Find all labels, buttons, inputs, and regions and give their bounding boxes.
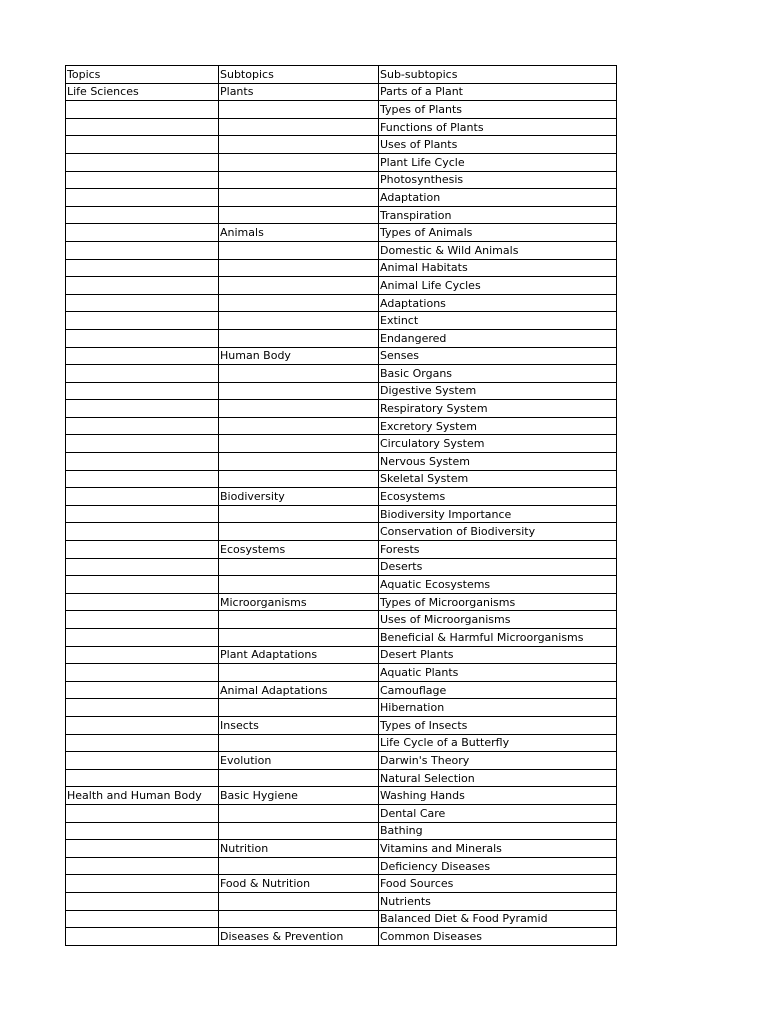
sub-subtopic-cell: Food Sources [379,875,617,893]
subtopic-cell [219,400,379,418]
header-sub-subtopics: Sub-subtopics [379,66,617,84]
sub-subtopic-cell: Types of Animals [379,224,617,242]
sub-subtopic-cell: Uses of Microorganisms [379,611,617,629]
topic-cell [66,769,219,787]
subtopic-cell [219,312,379,330]
subtopic-cell [219,804,379,822]
subtopic-cell [219,453,379,471]
subtopic-cell: Plants [219,83,379,101]
sub-subtopic-cell: Darwin's Theory [379,752,617,770]
sub-subtopic-cell: Skeletal System [379,470,617,488]
table-row [66,294,617,312]
subtopic-cell: Animals [219,224,379,242]
topic-cell [66,752,219,770]
header-row [66,66,617,84]
subtopic-cell [219,576,379,594]
table-row [66,277,617,295]
table-row [66,734,617,752]
sub-subtopic-cell: Respiratory System [379,400,617,418]
topic-cell [66,699,219,717]
topic-cell [66,488,219,506]
subtopic-cell: Evolution [219,752,379,770]
table-row [66,928,617,946]
subtopic-cell [219,769,379,787]
table-row [66,558,617,576]
subtopic-cell: Insects [219,716,379,734]
table-row [66,611,617,629]
topic-cell [66,189,219,207]
topic-cell [66,453,219,471]
table-row [66,822,617,840]
topic-cell [66,910,219,928]
sub-subtopic-cell: Excretory System [379,417,617,435]
sub-subtopic-cell: Plant Life Cycle [379,153,617,171]
header-topics: Topics [66,66,219,84]
subtopic-cell [219,153,379,171]
table-row [66,224,617,242]
table-row [66,629,617,647]
subtopic-cell [219,101,379,119]
topic-cell [66,365,219,383]
table-row [66,875,617,893]
sub-subtopic-cell: Endangered [379,329,617,347]
topic-cell [66,576,219,594]
topics-table [65,65,617,946]
topic-cell [66,329,219,347]
topic-cell [66,523,219,541]
subtopic-cell [219,664,379,682]
table-row [66,118,617,136]
topic-cell [66,294,219,312]
topic-cell [66,118,219,136]
subtopic-cell [219,382,379,400]
subtopic-cell [219,629,379,647]
table-row [66,83,617,101]
subtopic-cell [219,118,379,136]
table-row [66,101,617,119]
sub-subtopic-cell: Beneficial & Harmful Microorganisms [379,629,617,647]
subtopic-cell: Microorganisms [219,593,379,611]
table-row [66,593,617,611]
subtopic-cell [219,892,379,910]
subtopic-cell [219,857,379,875]
table-row [66,347,617,365]
table-row [66,453,617,471]
topic-cell [66,400,219,418]
topic-cell [66,241,219,259]
topic-cell [66,664,219,682]
table-row [66,523,617,541]
topic-cell [66,171,219,189]
table-row [66,365,617,383]
sub-subtopic-cell: Aquatic Ecosystems [379,576,617,594]
table-row [66,153,617,171]
sub-subtopic-cell: Ecosystems [379,488,617,506]
sub-subtopic-cell: Types of Microorganisms [379,593,617,611]
sub-subtopic-cell: Common Diseases [379,928,617,946]
sub-subtopic-cell: Functions of Plants [379,118,617,136]
subtopic-cell: Basic Hygiene [219,787,379,805]
sub-subtopic-cell: Desert Plants [379,646,617,664]
subtopic-cell [219,734,379,752]
subtopic-cell [219,822,379,840]
sub-subtopic-cell: Vitamins and Minerals [379,840,617,858]
sub-subtopic-cell: Adaptation [379,189,617,207]
subtopic-cell [219,294,379,312]
table-row [66,699,617,717]
sub-subtopic-cell: Extinct [379,312,617,330]
table-row [66,716,617,734]
topic-cell [66,417,219,435]
table-row [66,312,617,330]
table-row [66,576,617,594]
topic-cell [66,277,219,295]
subtopic-cell: Human Body [219,347,379,365]
sub-subtopic-cell: Circulatory System [379,435,617,453]
table-row [66,505,617,523]
sub-subtopic-cell: Digestive System [379,382,617,400]
sub-subtopic-cell: Deficiency Diseases [379,857,617,875]
topic-cell [66,681,219,699]
table-body [66,83,617,945]
table-row [66,259,617,277]
topic-cell [66,224,219,242]
topic-cell [66,347,219,365]
topic-cell [66,153,219,171]
sub-subtopic-cell: Natural Selection [379,769,617,787]
table-row [66,541,617,559]
subtopic-cell [219,558,379,576]
table-row [66,171,617,189]
subtopic-cell: Nutrition [219,840,379,858]
table-row [66,470,617,488]
topic-cell [66,558,219,576]
topic-cell [66,646,219,664]
topic-cell [66,857,219,875]
topic-cell [66,892,219,910]
table-row [66,857,617,875]
topic-cell [66,505,219,523]
topic-cell [66,734,219,752]
sub-subtopic-cell: Types of Plants [379,101,617,119]
table-row [66,787,617,805]
sub-subtopic-cell: Biodiversity Importance [379,505,617,523]
sub-subtopic-cell: Bathing [379,822,617,840]
subtopic-cell: Ecosystems [219,541,379,559]
sub-subtopic-cell: Life Cycle of a Butterfly [379,734,617,752]
topic-cell [66,382,219,400]
table-row [66,189,617,207]
sub-subtopic-cell: Senses [379,347,617,365]
sub-subtopic-cell: Basic Organs [379,365,617,383]
subtopic-cell [219,241,379,259]
table-row [66,840,617,858]
topic-cell [66,822,219,840]
sub-subtopic-cell: Nutrients [379,892,617,910]
subtopic-cell [219,365,379,383]
sub-subtopic-cell: Transpiration [379,206,617,224]
subtopic-cell: Diseases & Prevention [219,928,379,946]
sub-subtopic-cell: Animal Life Cycles [379,277,617,295]
topic-cell [66,629,219,647]
sub-subtopic-cell: Washing Hands [379,787,617,805]
table-row [66,136,617,154]
table-row [66,488,617,506]
topic-cell [66,611,219,629]
topic-cell [66,928,219,946]
subtopic-cell [219,259,379,277]
topic-cell [66,716,219,734]
subtopic-cell: Food & Nutrition [219,875,379,893]
sub-subtopic-cell: Animal Habitats [379,259,617,277]
sub-subtopic-cell: Adaptations [379,294,617,312]
sub-subtopic-cell: Aquatic Plants [379,664,617,682]
topic-cell [66,435,219,453]
subtopic-cell [219,277,379,295]
sub-subtopic-cell: Hibernation [379,699,617,717]
subtopic-cell [219,206,379,224]
topic-cell [66,804,219,822]
table-row [66,664,617,682]
subtopic-cell [219,505,379,523]
table-row [66,681,617,699]
sub-subtopic-cell: Types of Insects [379,716,617,734]
subtopic-cell [219,417,379,435]
topic-cell [66,470,219,488]
sub-subtopic-cell: Parts of a Plant [379,83,617,101]
sub-subtopic-cell: Conservation of Biodiversity [379,523,617,541]
topic-cell: Life Sciences [66,83,219,101]
table-row [66,417,617,435]
subtopic-cell [219,329,379,347]
topic-cell [66,840,219,858]
table-row [66,400,617,418]
subtopic-cell [219,910,379,928]
sub-subtopic-cell: Forests [379,541,617,559]
sub-subtopic-cell: Uses of Plants [379,136,617,154]
table-row [66,910,617,928]
header-subtopics: Subtopics [219,66,379,84]
subtopic-cell [219,470,379,488]
subtopic-cell [219,523,379,541]
table-row [66,382,617,400]
sub-subtopic-cell: Domestic & Wild Animals [379,241,617,259]
subtopic-cell [219,611,379,629]
table-row [66,804,617,822]
subtopic-cell [219,136,379,154]
subtopic-cell [219,435,379,453]
table-row [66,892,617,910]
topic-cell [66,206,219,224]
sub-subtopic-cell: Nervous System [379,453,617,471]
sub-subtopic-cell: Dental Care [379,804,617,822]
subtopic-cell: Plant Adaptations [219,646,379,664]
topic-cell [66,259,219,277]
sub-subtopic-cell: Photosynthesis [379,171,617,189]
table-row [66,206,617,224]
topic-cell [66,875,219,893]
topic-cell [66,312,219,330]
subtopic-cell: Biodiversity [219,488,379,506]
topic-cell: Health and Human Body [66,787,219,805]
subtopic-cell [219,699,379,717]
topic-cell [66,593,219,611]
topic-cell [66,136,219,154]
topic-cell [66,101,219,119]
table-row [66,752,617,770]
table-row [66,329,617,347]
subtopic-cell: Animal Adaptations [219,681,379,699]
subtopic-cell [219,189,379,207]
table-row [66,646,617,664]
sub-subtopic-cell: Camouflage [379,681,617,699]
table-row [66,769,617,787]
subtopic-cell [219,171,379,189]
table-row [66,435,617,453]
topic-cell [66,541,219,559]
sub-subtopic-cell: Balanced Diet & Food Pyramid [379,910,617,928]
table-row [66,241,617,259]
sub-subtopic-cell: Deserts [379,558,617,576]
